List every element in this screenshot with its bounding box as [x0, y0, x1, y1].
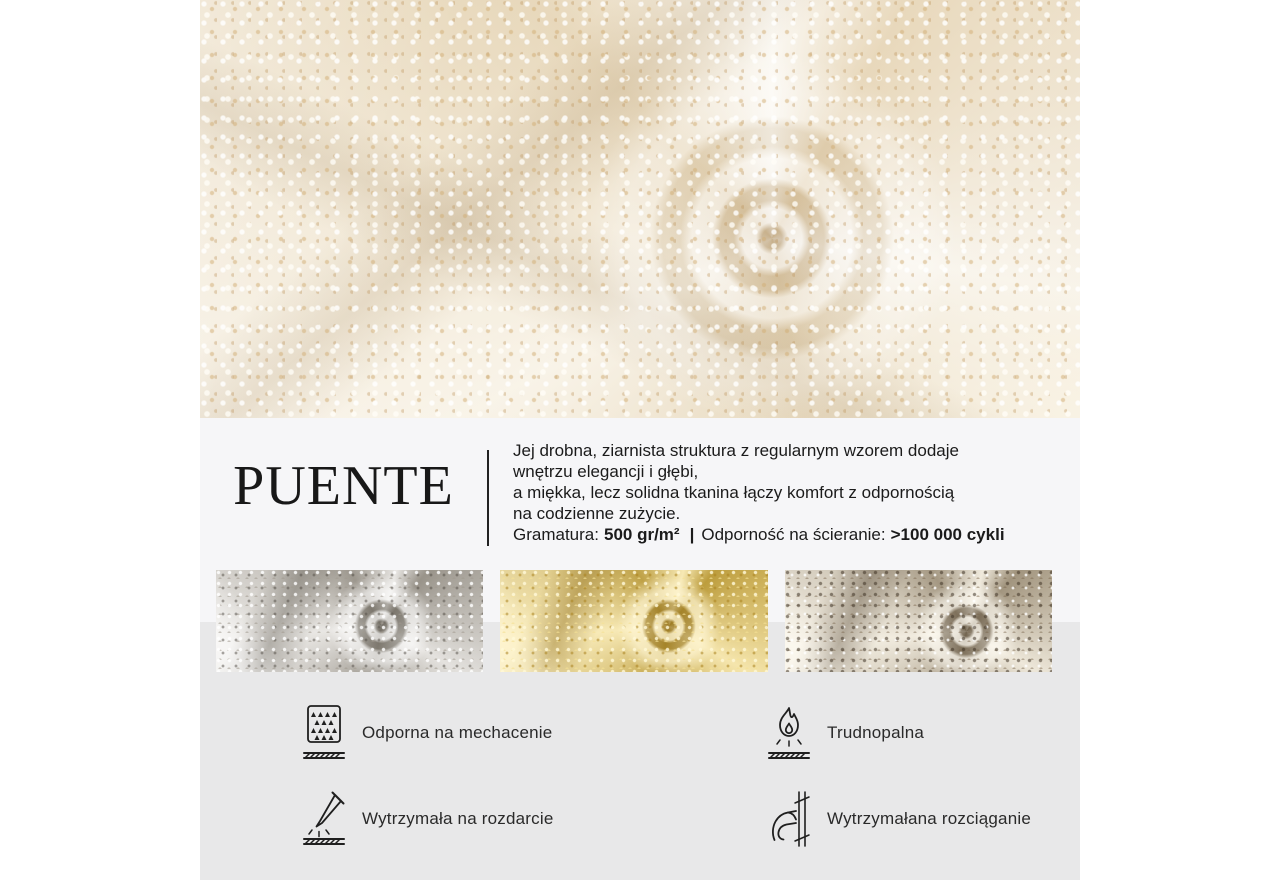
- hero-fabric-image: [200, 0, 1080, 418]
- vertical-divider: [487, 450, 489, 546]
- feature-label: Wytrzymała na rozdarcie: [362, 809, 554, 828]
- swatch-yellow: [500, 570, 767, 672]
- specs-line: [513, 524, 1005, 545]
- specs-separator: |: [689, 525, 695, 544]
- feature-label: Wytrzymałana rozciąganie: [827, 809, 1032, 828]
- feature-label: Odporna na mechacenie: [362, 723, 553, 742]
- swatch-beige: [785, 570, 1052, 672]
- description-line: na codzienne zużycie.: [513, 504, 681, 523]
- product-title: PUENTE: [233, 455, 454, 517]
- title-cell: [200, 418, 487, 517]
- weight-label: Gramatura:: [513, 525, 599, 544]
- swatch-gray: [216, 570, 483, 672]
- stretch-resistant-icon: [765, 790, 813, 848]
- product-card: [200, 0, 1080, 880]
- description-line: Jej drobna, ziarnista struktura z regularnym wzorem dodaje: [513, 441, 959, 460]
- weight-value: 500 gr/m²: [603, 525, 680, 544]
- flame-resistant-icon: [765, 704, 813, 762]
- abrasion-label: Odporność na ścieranie:: [701, 525, 886, 544]
- swatch-row: [216, 570, 1052, 672]
- feature-label: Trudnopalna: [827, 723, 925, 742]
- feature-stretch: [765, 788, 1080, 850]
- feature-flame: [765, 702, 1080, 764]
- description-line: a miękka, lecz solidna tkanina łączy komfort z odpornością: [513, 483, 955, 502]
- pilling-resistant-icon: [300, 704, 348, 762]
- feature-tear: [300, 788, 765, 850]
- product-description: [513, 418, 1005, 545]
- abrasion-value: >100 000 cykli: [890, 525, 1005, 544]
- description-line: wnętrzu elegancji i głębi,: [513, 462, 699, 481]
- feature-pilling: [300, 702, 765, 764]
- tear-resistant-icon: [300, 790, 348, 848]
